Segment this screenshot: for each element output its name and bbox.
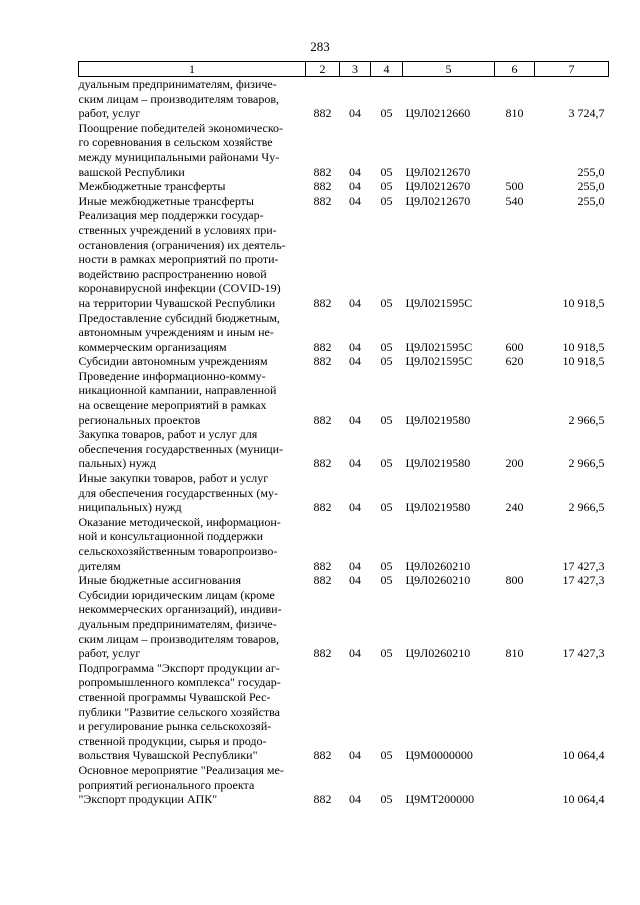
row-expense-type: 200: [505, 456, 524, 471]
header-col-6: 6: [495, 62, 535, 77]
row-subsection-code: 05: [380, 164, 393, 179]
row-subsection-code: 05: [380, 412, 393, 427]
row-subsection-code: 05: [380, 748, 393, 763]
row-target-article: Ц9Л0212660: [405, 106, 471, 121]
row-name: Закупка товаров, работ и услуг для обеспечения государственных (муници- пальных) нужд: [78, 427, 284, 471]
header-col-1: 1: [79, 62, 306, 77]
header-col-2: 2: [306, 62, 340, 77]
row-amount: 255,0: [577, 193, 605, 208]
row-target-article: Ц9Л021595С: [405, 354, 473, 369]
row-target-article: Ц9МТ200000: [405, 792, 475, 807]
row-subsection-code: 05: [380, 573, 393, 588]
header-col-5: 5: [403, 62, 495, 77]
row-amount: 17 427,3: [562, 558, 605, 573]
table-row: [79, 588, 609, 661]
row-section-code: 04: [349, 792, 361, 807]
row-name: Подпрограмма "Экспорт продукции аг- ропромышленного комплекса" государ- ственной программы Чувашской Рес- публики "Развитие сельского хозяйства и регулирование рынка сельскохозяй- ственной продукции, сырья и продо- вольствия Чувашской Республики": [78, 660, 281, 763]
table-body: [79, 77, 609, 807]
row-subsection-code: 05: [380, 354, 393, 369]
row-expense-type: 240: [505, 500, 524, 515]
table-row: [79, 369, 609, 427]
row-target-article: Ц9М0000000: [405, 748, 473, 763]
table-row: [79, 179, 609, 194]
row-expense-type: 810: [505, 106, 524, 121]
row-section-code: 04: [349, 646, 361, 661]
row-name: Оказание методической, информацион- ной и консультационной поддержки сельскохозяйственным товаропроизво- дителям: [78, 514, 281, 573]
row-target-article: Ц9Л0260210: [405, 558, 471, 573]
table-row: [79, 208, 609, 310]
row-ministry-code: 882: [313, 792, 332, 807]
row-name: Проведение информационно-комму- никационной кампании, направленной на освещение мероприятий в рамках региональных проектов: [78, 368, 277, 427]
row-target-article: Ц9Л0212670: [405, 193, 471, 208]
row-section-code: 04: [349, 339, 361, 354]
row-name: Предоставление субсидий бюджетным, автономным учреждениям и иным не- коммерческим организациям: [78, 310, 280, 354]
row-target-article: Ц9Л0219580: [405, 456, 471, 471]
row-section-code: 04: [349, 193, 361, 208]
row-ministry-code: 882: [313, 573, 332, 588]
table-row: [79, 311, 609, 355]
row-ministry-code: 882: [313, 500, 332, 515]
row-target-article: Ц9Л0212670: [405, 164, 471, 179]
row-ministry-code: 882: [313, 106, 332, 121]
budget-table: [78, 61, 609, 807]
row-amount: 2 966,5: [568, 412, 605, 427]
row-target-article: Ц9Л021595С: [405, 295, 473, 310]
row-name: дуальным предпринимателям, физиче- ским лицам – производителям товаров, работ, услуг: [78, 77, 280, 121]
row-amount: 2 966,5: [568, 456, 605, 471]
row-expense-type: [495, 121, 535, 179]
row-subsection-code: 05: [380, 558, 393, 573]
row-amount: 10 064,4: [562, 792, 605, 807]
row-subsection-code: 05: [380, 792, 393, 807]
row-amount: 10 918,5: [562, 339, 605, 354]
row-ministry-code: 882: [313, 179, 332, 194]
row-subsection-code: 05: [380, 179, 393, 194]
table-row: [79, 354, 609, 369]
row-expense-type: 540: [505, 193, 524, 208]
table-row: [79, 194, 609, 209]
row-subsection-code: 05: [380, 339, 393, 354]
row-amount: 10 918,5: [562, 295, 605, 310]
row-expense-type: 500: [505, 179, 524, 194]
row-expense-type: [495, 661, 535, 763]
row-subsection-code: 05: [380, 193, 393, 208]
row-target-article: Ц9Л0219580: [405, 500, 471, 515]
row-section-code: 04: [349, 456, 361, 471]
row-amount: 17 427,3: [562, 646, 605, 661]
row-name: Реализация мер поддержки государ- ственных учреждений в условиях при- остановления (ограничения) их деятель- ности в рамках мероприятий по проти- водействию распространению новой коронавирусной инфекции (COVID-19) на территории Чувашской Республики: [78, 208, 286, 310]
row-expense-type: 810: [505, 646, 524, 661]
row-section-code: 04: [349, 295, 361, 310]
row-expense-type: [495, 369, 535, 427]
row-name: Межбюджетные трансферты: [78, 179, 226, 194]
row-section-code: 04: [349, 179, 361, 194]
row-section-code: 04: [349, 500, 361, 515]
row-ministry-code: 882: [313, 164, 332, 179]
page-number: 283: [310, 39, 330, 54]
row-ministry-code: 882: [313, 646, 332, 661]
table-row: [79, 77, 609, 121]
row-amount: 10 918,5: [562, 354, 605, 369]
row-section-code: 04: [349, 573, 361, 588]
row-subsection-code: 05: [380, 456, 393, 471]
row-name: Иные межбюджетные трансферты: [78, 193, 254, 208]
budget-table-container: [78, 61, 608, 807]
table-row: [79, 515, 609, 573]
table-row: [79, 427, 609, 471]
row-expense-type: [495, 763, 535, 807]
row-expense-type: [495, 208, 535, 310]
row-ministry-code: 882: [313, 193, 332, 208]
row-amount: 3 724,7: [568, 106, 605, 121]
row-amount: 17 427,3: [562, 573, 605, 588]
row-amount: 10 064,4: [562, 748, 605, 763]
table-header-row: [79, 62, 609, 77]
row-target-article: Ц9Л0219580: [405, 412, 471, 427]
row-expense-type: [495, 515, 535, 573]
row-name: Основное мероприятие "Реализация ме- роприятий регионального проекта "Экспорт продукции АПК": [78, 762, 284, 807]
header-col-4: 4: [371, 62, 403, 77]
row-target-article: Ц9Л021595С: [405, 339, 473, 354]
row-name: Иные закупки товаров, работ и услуг для обеспечения государственных (му- ниципальных) нужд: [78, 471, 278, 515]
row-ministry-code: 882: [313, 456, 332, 471]
row-target-article: Ц9Л0260210: [405, 646, 471, 661]
row-subsection-code: 05: [380, 500, 393, 515]
row-expense-type: 620: [505, 354, 524, 369]
row-section-code: 04: [349, 412, 361, 427]
row-target-article: Ц9Л0260210: [405, 573, 471, 588]
table-row: [79, 661, 609, 763]
table-row: [79, 471, 609, 515]
row-subsection-code: 05: [380, 646, 393, 661]
row-section-code: 04: [349, 558, 361, 573]
row-ministry-code: 882: [313, 558, 332, 573]
row-section-code: 04: [349, 748, 361, 763]
row-expense-type: 800: [505, 573, 524, 588]
row-name: Поощрение победителей экономическо- го соревнования в сельском хозяйстве между муниципальными районами Чу- вашской Республики: [78, 120, 284, 179]
table-row: [79, 121, 609, 179]
row-subsection-code: 05: [380, 295, 393, 310]
row-ministry-code: 882: [313, 339, 332, 354]
row-amount: 255,0: [577, 164, 605, 179]
row-amount: 2 966,5: [568, 500, 605, 515]
row-section-code: 04: [349, 106, 361, 121]
row-name: Субсидии юридическим лицам (кроме некоммерческих организаций), индиви- дуальным предпринимателям, физиче- ским лицам – производителям товаров, работ, услуг: [78, 587, 282, 661]
header-col-3: 3: [340, 62, 371, 77]
row-section-code: 04: [349, 164, 361, 179]
row-name: Субсидии автономным учреждениям: [78, 354, 268, 369]
table-row: [79, 763, 609, 807]
header-col-7: 7: [535, 62, 609, 77]
row-ministry-code: 882: [313, 295, 332, 310]
row-ministry-code: 882: [313, 412, 332, 427]
row-ministry-code: 882: [313, 748, 332, 763]
row-name: Иные бюджетные ассигнования: [78, 573, 241, 588]
row-section-code: 04: [349, 354, 361, 369]
row-target-article: Ц9Л0212670: [405, 179, 471, 194]
row-amount: 255,0: [577, 179, 605, 194]
table-row: [79, 573, 609, 588]
row-expense-type: 600: [505, 339, 524, 354]
row-ministry-code: 882: [313, 354, 332, 369]
row-subsection-code: 05: [380, 106, 393, 121]
